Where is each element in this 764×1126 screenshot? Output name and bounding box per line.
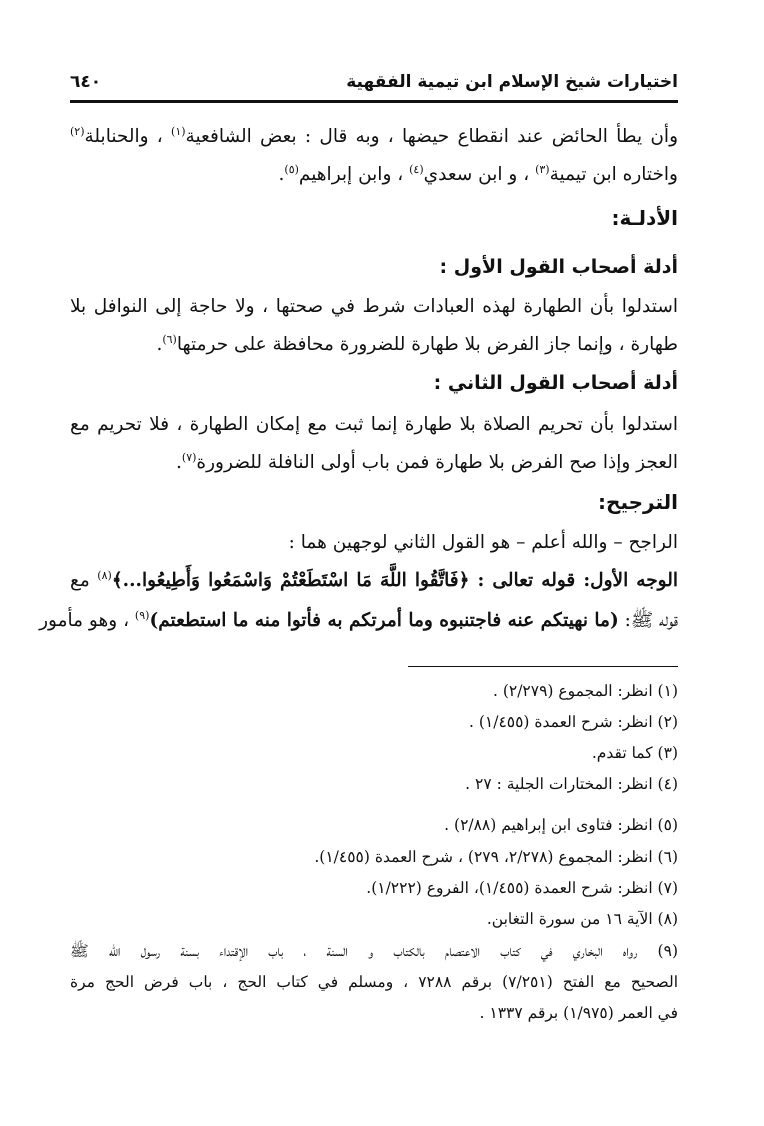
footnote-ref-6: (٦) [162,333,177,346]
body-line-8: الوجه الأول: قوله تعالى : ﴿فَاتَّقُوا اللَّهَ مَا اسْتَطَعْتُمْ وَاسْمَعُوا وَأَطِيعُوا...﴾$^{(٨)}$ مع [70,569,678,591]
footnote-ref-7: (٧) [181,451,197,464]
footnote-ref-3: (٣) [535,163,550,176]
footnote-7: (٧) انظر: شرح العمدة (١/٤٥٥)، الفروع (١/٢٢٢). [366,879,678,897]
footnote-4: (٤) انظر: المختارات الجلية : ٢٧ . [465,775,678,793]
body-line-5: استدلوا بأن تحريم الصلاة بلا طهارة إنما ثبت مع إمكان الطهارة ، فلا تحريم مع [70,414,678,435]
footnote-6: (٦) انظر: المجموع (٢/٢٧٨، ٢٧٩) ، شرح العمدة (١/٤٥٥). [314,848,678,866]
footnote-9-line-1: (٩) رواه البخاري في كتاب الاعتصام بالكتاب و السنة ، باب الإقتداء بسنة رسول الله ﷺ [70,942,678,960]
quran-verse: قوله تعالى : ﴿فَاتَّقُوا اللَّهَ مَا اسْتَطَعْتُمْ وَاسْمَعُوا وَأَطِيعُوا...﴾ [111,570,584,591]
hadith-quote: (ما نهيتكم عنه فاجتنبوه وما أمرتكم به فأتوا منه ما استطعتم) [149,610,619,631]
running-header [70,72,678,96]
header-rule [70,100,678,103]
footnote-ref-5: (٥) [284,163,299,176]
footnote-8: (٨) الآية ١٦ من سورة التغابن. [486,910,678,928]
footnote-1: (١) انظر: المجموع (٢/٢٧٩) . [492,682,678,700]
body-line-2: واختاره ابن تيمية$^{(٣)}$ ، و ابن سعدي$^{(٤)}$ ، وابن إبراهيم$^{(٥)}$. [278,163,678,185]
footnote-9-line-2: الصحيح مع الفتح (٧/٢٥١) برقم ٧٢٨٨ ، ومسلم في كتاب الحج ، باب فرض الحج مرة [70,973,679,991]
body-line-3: استدلوا بأن الطهارة لهذه العبادات شرط في صحتها ، ولا حاجة إلى النوافل بلا [70,296,678,317]
heading-evidence: الأدلـة: [611,206,678,230]
footnote-ref-1: (١) [171,125,186,138]
heading-second-opinion: أدلة أصحاب القول الثاني : [433,372,678,394]
body-line-4: طهارة ، وإنما جاز الفرض بلا طهارة للضرورة محافظة على حرمتها$^{(٦)}$. [156,333,678,355]
first-reason-label: الوجه الأول: [583,570,678,591]
page-number: ٦٤٠ [70,72,102,92]
footnote-2: (٢) انظر: شرح العمدة (١/٤٥٥) . [468,713,678,731]
body-line-9: قوله ﷺ: (ما نهيتكم عنه فاجتنبوه وما أمرتكم به فأتوا منه ما استطعتم)$^{(٩)}$ ، وهو مأمور [39,609,678,631]
footnote-ref-2: (٢) [70,125,85,138]
running-header-title: اختيارات شيخ الإسلام ابن تيمية الفقهية [346,72,678,92]
footnote-ref-8: (٨) [97,569,112,582]
body-line-1: وأن يطأ الحائض عند انقطاع حيضها ، وبه قال : بعض الشافعية$^{(١)}$ ، والحنابلة$^{(٢)}$ [70,125,679,147]
footnote-ref-4: (٤) [409,163,424,176]
body-line-6: العجز وإذا صح الفرض بلا طهارة فمن باب أولى النافلة للضرورة$^{(٧)}$. [176,451,678,473]
heading-first-opinion: أدلة أصحاب القول الأول : [439,256,678,278]
footnote-ref-9: (٩) [134,609,150,622]
body-line-7: الراجح – والله أعلم – هو القول الثاني لوجهين هما : [288,532,678,553]
heading-tarjih: الترجيح: [598,490,678,514]
footnote-5: (٥) انظر: فتاوى ابن إبراهيم (٢/٨٨) . [444,816,678,834]
footnote-3: (٣) كما تقدم. [591,744,678,762]
book-page [39,0,679,1126]
footnote-9-line-3: في العمر (١/٩٧٥) برقم ١٣٣٧ . [479,1004,678,1022]
footnote-separator [408,666,678,667]
